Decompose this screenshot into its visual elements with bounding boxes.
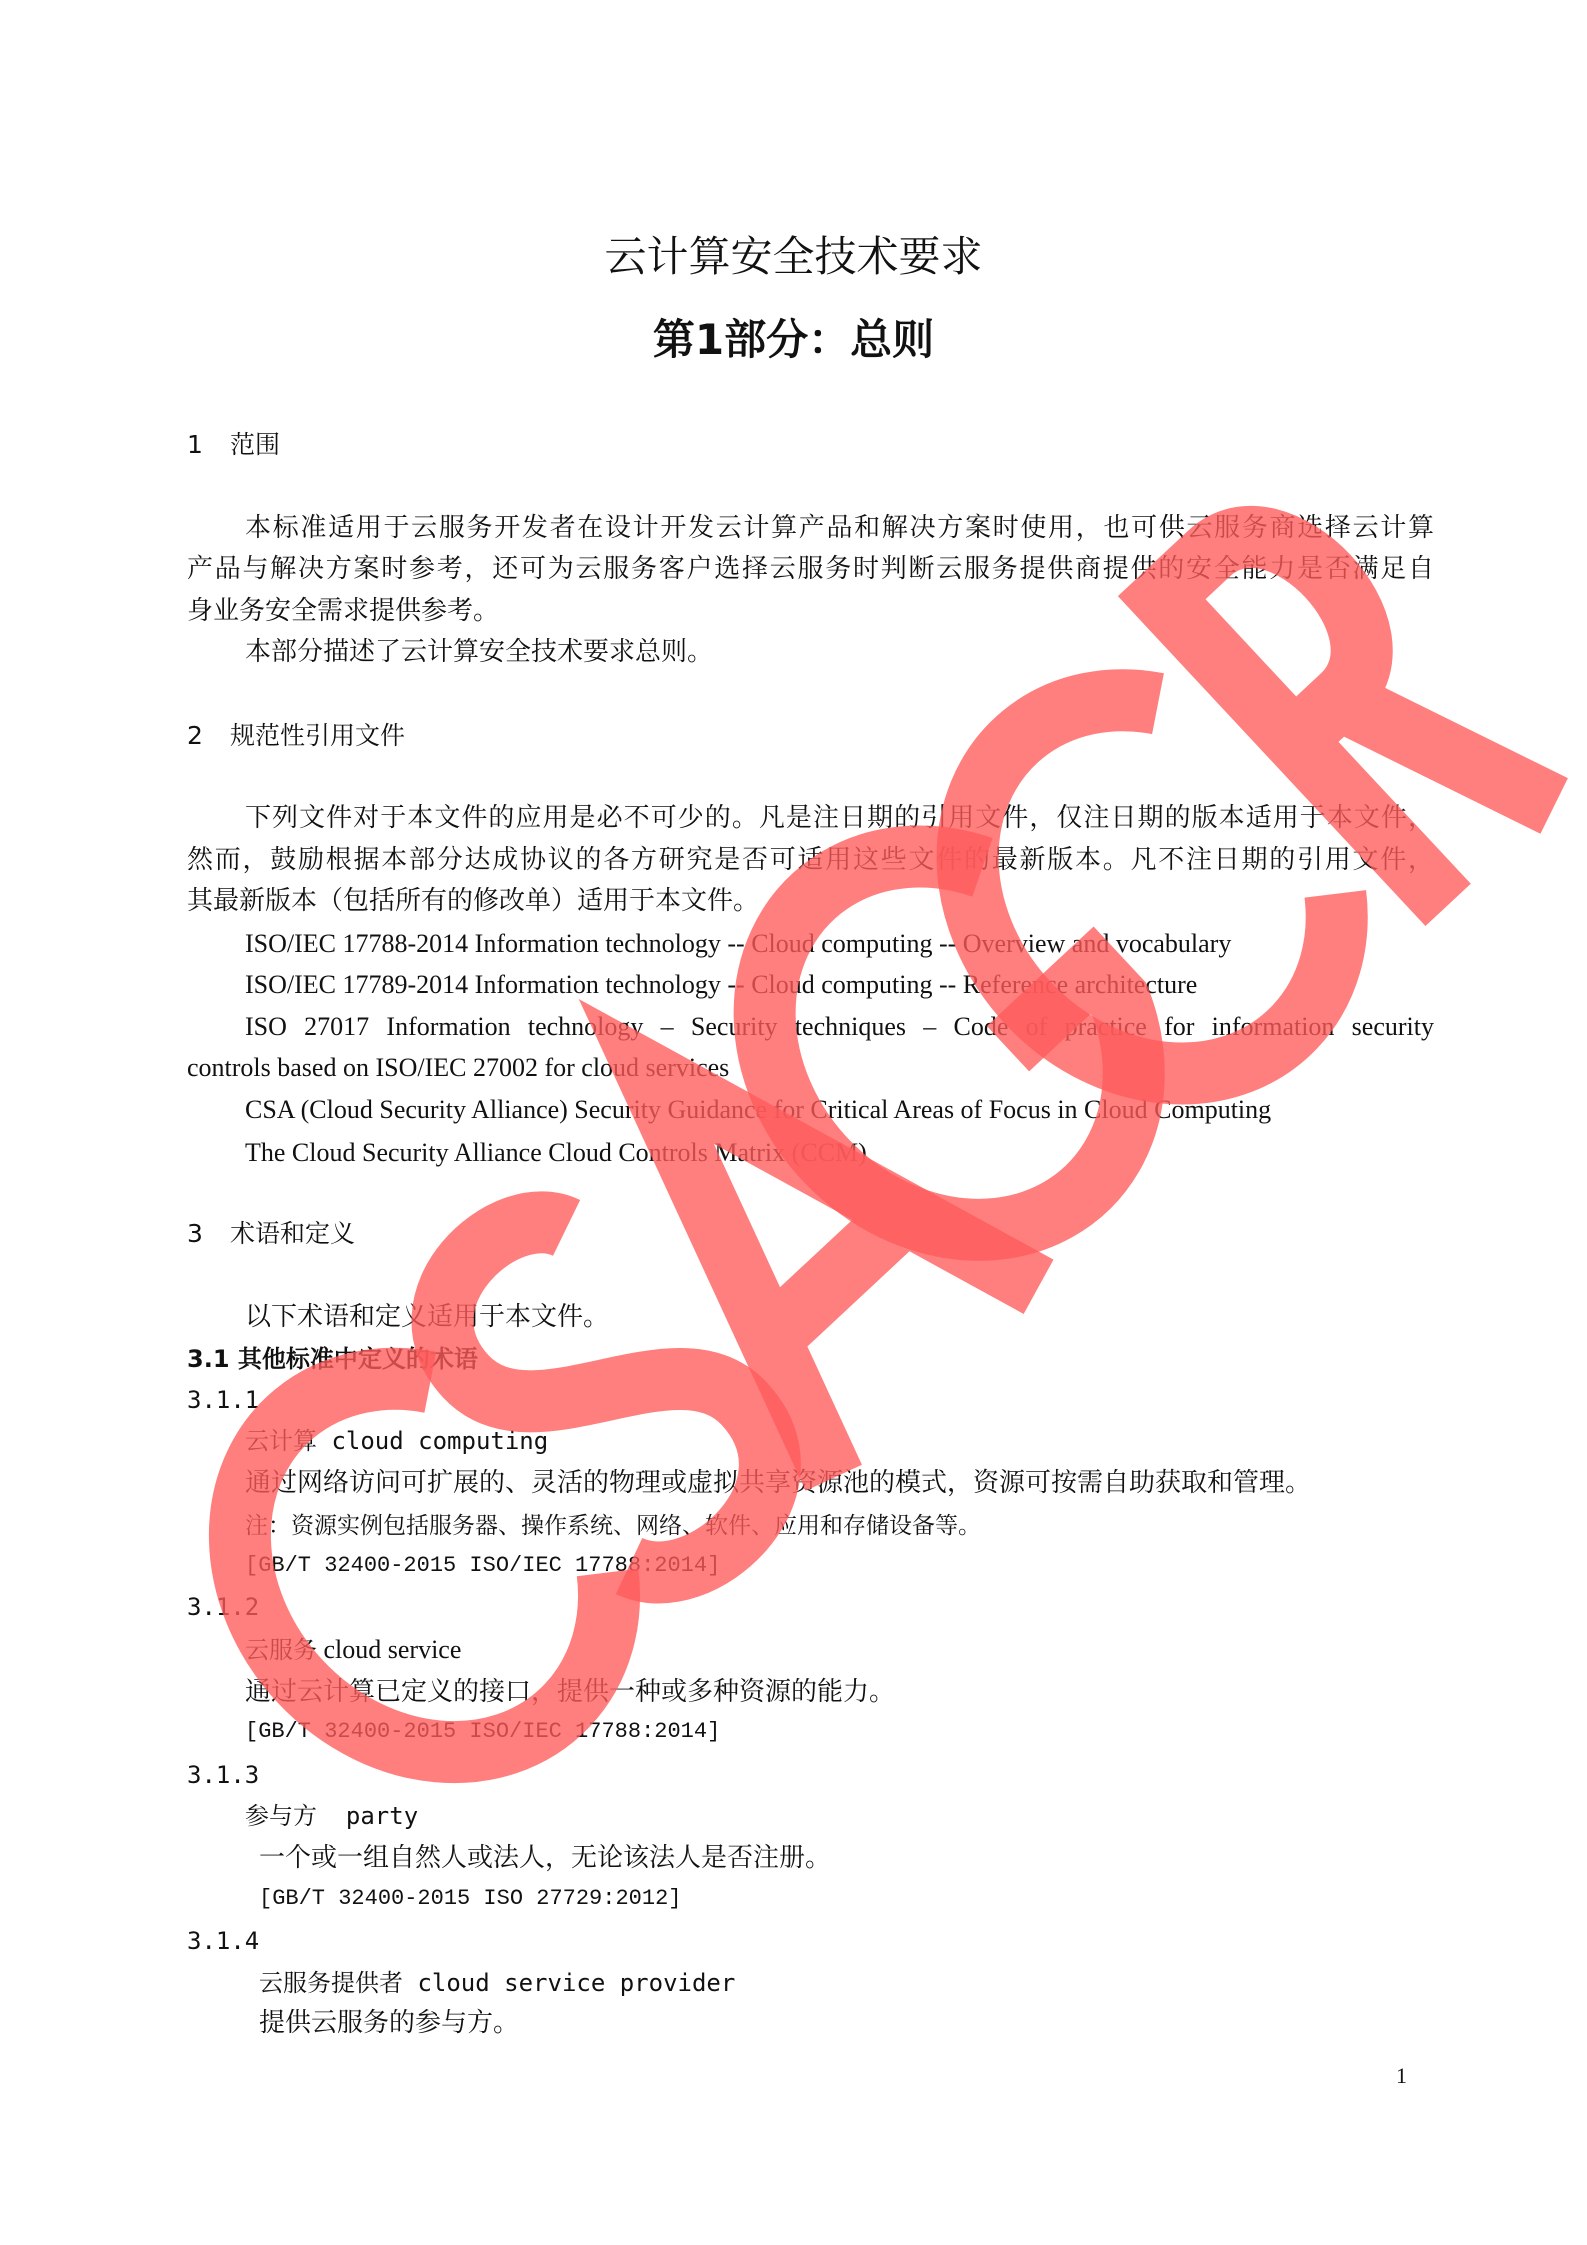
term-definition: 提供云服务的参与方。: [259, 2008, 520, 2037]
subsection-heading: 3.1 其他标准中定义的术语: [187, 1345, 478, 1373]
watermark-letter-c2: [891, 653, 1383, 1150]
section-title: 术语和定义: [230, 1219, 356, 1248]
section-1-heading: [187, 428, 280, 462]
term-definition: 一个或一组自然人或法人，无论该法人是否注册。: [259, 1843, 832, 1872]
section-2-heading: [187, 719, 405, 753]
term-number: 3.1.1: [187, 1386, 260, 1414]
term-source: [GB/T 32400-2015 ISO/IEC 17788:2014]: [245, 1553, 721, 1578]
reference-item: The Cloud Security Alliance Cloud Controls Matrix (CCM): [245, 1138, 867, 1167]
reference-item: ISO 27017 Information technology – Security techniques – Code of practice for information security: [245, 1012, 1434, 1041]
term-note: 注：资源实例包括服务器、操作系统、网络、软件、应用和存储设备等。: [245, 1513, 981, 1538]
reference-item: controls based on ISO/IEC 27002 for cloud services: [187, 1053, 730, 1082]
paragraph-line: 本部分描述了云计算安全技术要求总则。: [245, 637, 714, 666]
term-en: cloud service: [323, 1635, 462, 1664]
term-number: 3.1.2: [187, 1593, 260, 1621]
section-number: 1: [187, 430, 203, 459]
paragraph-line: 下列文件对于本文件的应用是必不可少的。凡是注日期的引用文件，仅注日期的版本适用于本文件，: [245, 803, 1434, 832]
reference-item: CSA (Cloud Security Alliance) Security Guidance for Critical Areas of Focus in Cloud Computing: [245, 1095, 1272, 1124]
section-number: 3: [187, 1219, 203, 1248]
paragraph-line: 产品与解决方案时参考，还可为云服务客户选择云服务时判断云服务提供商提供的安全能力是否满足自: [187, 554, 1434, 583]
section-number: 2: [187, 721, 203, 750]
paragraph-line: 其最新版本（包括所有的修改单）适用于本文件。: [187, 886, 760, 915]
term-title: 参与方 party: [245, 1802, 419, 1830]
paragraph-line: 本标准适用于云服务开发者在设计开发云计算产品和解决方案时使用，也可供云服务商选择云计算: [245, 513, 1434, 542]
term-source: [GB/T 32400-2015 ISO/IEC 17788:2014]: [245, 1719, 721, 1744]
term-number: 3.1.4: [187, 1927, 260, 1955]
term-definition: 通过网络访问可扩展的、灵活的物理或虚拟共享资源池的模式，资源可按需自助获取和管理。: [245, 1468, 1312, 1497]
document-subtitle: 第1部分：总则: [652, 315, 935, 364]
section-title: 规范性引用文件: [230, 721, 406, 750]
reference-item: ISO/IEC 17789-2014 Information technology -- Cloud computing -- Reference architecture: [245, 970, 1198, 999]
paragraph-line: 然而，鼓励根据本部分达成协议的各方研究是否可适用这些文件的最新版本。凡不注日期的引用文件，: [187, 845, 1434, 874]
paragraph-line: 以下术语和定义适用于本文件。: [245, 1302, 610, 1331]
term-definition: 通过云计算已定义的接口，提供一种或多种资源的能力。: [245, 1677, 896, 1706]
paragraph-line: 身业务安全需求提供参考。: [187, 596, 500, 625]
term-title: 云服务提供者 cloud service provider: [259, 1969, 736, 1997]
term-cn: 云服务: [245, 1636, 317, 1664]
section-title: 范围: [230, 430, 281, 459]
term-source: [GB/T 32400-2015 ISO 27729:2012]: [259, 1886, 682, 1911]
section-3-heading: [187, 1217, 355, 1251]
reference-item: ISO/IEC 17788-2014 Information technology -- Cloud computing -- Overview and vocabulary: [245, 929, 1232, 958]
term-number: 3.1.3: [187, 1761, 260, 1789]
term-title: [245, 1633, 461, 1667]
page-number: 1: [1396, 2063, 1407, 2088]
document-title: 云计算安全技术要求: [604, 232, 983, 281]
term-title: 云计算 cloud computing: [245, 1427, 549, 1455]
